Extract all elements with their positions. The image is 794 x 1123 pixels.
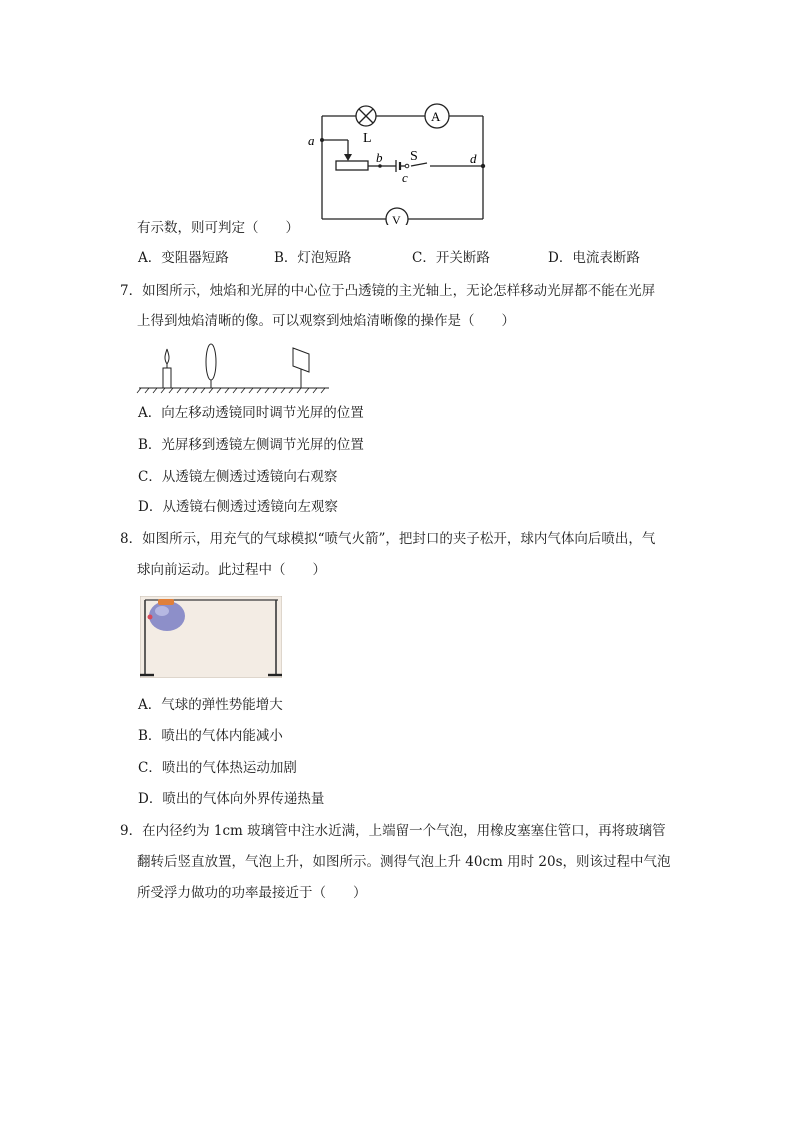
label-c: c	[402, 170, 408, 185]
lens-figure	[135, 340, 335, 395]
q7-line-2: 上得到烛焰清晰的像。可以观察到烛焰清晰像的操作是（ ）	[137, 313, 515, 329]
label-d: d	[470, 151, 477, 166]
q9-line-1: 9．在内径约为 1cm 玻璃管中注水近满，上端留一个气泡，用橡皮塞塞住管口，再将玻璃管	[120, 823, 666, 839]
q8-option-c: C．喷出的气体热运动加剧	[138, 760, 297, 776]
label-S: S	[410, 149, 418, 164]
q6-stem-tail: 有示数，则可判定（ ）	[137, 220, 299, 236]
balloon-photo	[140, 596, 282, 678]
q9-line-2: 翻转后竖直放置，气泡上升，如图所示。测得气泡上升 40cm 用时 20s，则该过程中气泡	[137, 854, 671, 870]
q9-line-3: 所受浮力做功的功率最接近于（ ）	[137, 885, 367, 901]
ammeter-label: A	[431, 109, 441, 124]
q6-option-d: D．电流表断路	[548, 250, 640, 266]
q7-option-d: D．从透镜右侧透过透镜向左观察	[138, 499, 338, 515]
circuit-diagram	[300, 100, 500, 225]
label-b: b	[376, 150, 383, 165]
q8-option-a: A．气球的弹性势能增大	[138, 697, 283, 713]
q6-option-a: A．变阻器短路	[138, 250, 229, 266]
q6-option-b: B．灯泡短路	[274, 250, 352, 266]
q8-option-b: B．喷出的气体内能减小	[138, 728, 283, 744]
label-a: a	[308, 133, 315, 148]
q8-line-1: 8．如图所示，用充气的气球模拟“喷气火箭”，把封口的夹子松开，球内气体向后喷出，气	[120, 531, 656, 547]
q6-option-c: C．开关断路	[412, 250, 490, 266]
q8-option-d: D．喷出的气体向外界传递热量	[138, 791, 325, 807]
q8-line-2: 球向前运动。此过程中（ ）	[137, 562, 326, 578]
voltmeter-label: V	[392, 213, 401, 225]
label-L: L	[363, 131, 372, 146]
q7-option-a: A．向左移动透镜同时调节光屏的位置	[138, 405, 364, 421]
q7-option-c: C．从透镜左侧透过透镜向右观察	[138, 469, 338, 485]
q7-option-b: B．光屏移到透镜左侧调节光屏的位置	[138, 437, 364, 453]
q7-line-1: 7．如图所示，烛焰和光屏的中心位于凸透镜的主光轴上，无论怎样移动光屏都不能在光屏	[120, 283, 656, 299]
